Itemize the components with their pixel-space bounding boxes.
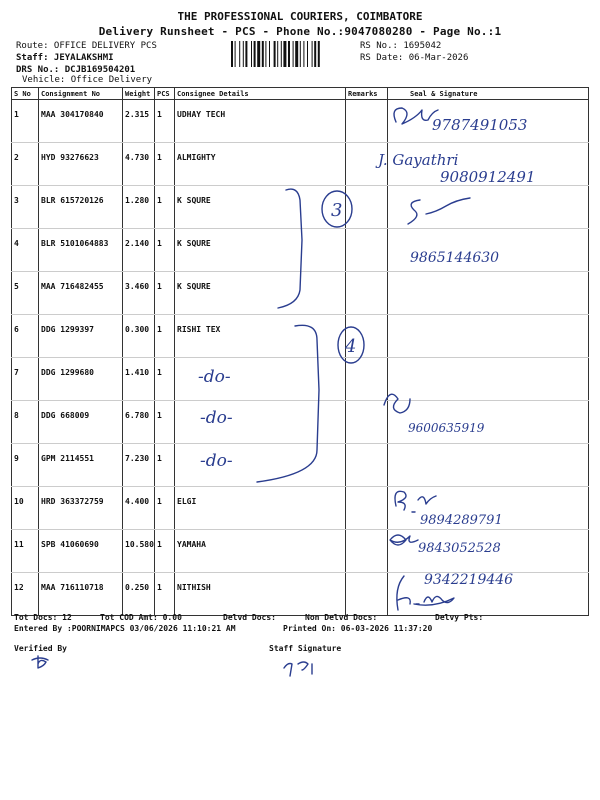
signature-scribble-11: [390, 535, 418, 545]
cell-pcs: 1: [155, 358, 175, 401]
cell-sno: 4: [12, 229, 39, 272]
drs-number: DRS No.: DCJB169504201: [16, 65, 136, 75]
cell-weight: 1.410: [123, 358, 155, 401]
total-docs: Tot Docs: 12: [14, 613, 72, 622]
cell-pcs: 1: [155, 444, 175, 487]
signature-scribble-8: [384, 394, 410, 413]
cell-consignee: K SQURE: [175, 229, 346, 272]
cell-sno: 9: [12, 444, 39, 487]
cell-weight: 3.460: [123, 272, 155, 315]
cell-consignment: DDG 1299680: [39, 358, 123, 401]
bracket-rows-3-5: [278, 189, 302, 308]
cell-pcs: 1: [155, 487, 175, 530]
cell-pcs: 1: [155, 401, 175, 444]
handwritten-count-4: 4: [345, 336, 357, 357]
vehicle-label: Vehicle: Office Delivery: [22, 75, 153, 85]
handwritten-name-2: J. Gayathri: [378, 151, 459, 169]
cell-weight: 4.400: [123, 487, 155, 530]
bracket-rows-6-9: [257, 325, 319, 482]
cell-consignment: BLR 615720126: [39, 186, 123, 229]
delivery-points: Delvy Pts:: [435, 613, 484, 622]
cell-pcs: 1: [155, 573, 175, 616]
signature-scribble-10: [395, 491, 436, 512]
staff-signature-label: Staff Signature: [269, 644, 342, 653]
total-cod-amount: Tot COD Amt: 0.00: [100, 613, 182, 622]
handwritten-phone-10: 9894289791: [420, 513, 503, 528]
runsheet-subtitle: Delivery Runsheet - PCS - Phone No.:9047080280 - Page No.:1: [98, 25, 502, 38]
cell-consignment: HRD 363372759: [39, 487, 123, 530]
delivered-docs: Delvd Docs:: [223, 613, 276, 622]
cell-consignment: BLR 5101064883: [39, 229, 123, 272]
verified-signature: [32, 656, 48, 668]
non-delivered-docs: Non Delvd Docs:: [305, 613, 378, 622]
cell-pcs: 1: [155, 530, 175, 573]
cell-weight: 0.250: [123, 573, 155, 616]
cell-weight: 2.140: [123, 229, 155, 272]
cell-weight: 6.780: [123, 401, 155, 444]
cell-consignment: DDG 668009: [39, 401, 123, 444]
cell-sno: 7: [12, 358, 39, 401]
cell-sno: 5: [12, 272, 39, 315]
handwritten-phone-2: 9080912491: [440, 168, 536, 186]
cell-consignee: NITHISH: [175, 573, 346, 616]
cell-consignee: ALMIGHTY: [175, 143, 346, 186]
cell-sno: 11: [12, 530, 39, 573]
rs-number: RS No.: 1695042: [360, 41, 442, 51]
handwritten-phone-8: 9600635919: [408, 421, 485, 435]
handwritten-phone-12: 9342219446: [424, 572, 514, 588]
col-header-signature: Seal & Signature: [388, 88, 589, 100]
rs-date: RS Date: 06-Mar-2026: [360, 53, 469, 63]
cell-consignment: MAA 716110718: [39, 573, 123, 616]
handwritten-phone-11: 9843052528: [418, 541, 501, 556]
route-label: Route: OFFICE DELIVERY PCS: [16, 41, 157, 51]
col-header-pcs: PCS: [155, 88, 175, 100]
cell-pcs: 1: [155, 229, 175, 272]
cell-consignee: K SQURE: [175, 186, 346, 229]
cell-weight: 0.300: [123, 315, 155, 358]
cell-weight: 7.230: [123, 444, 155, 487]
entered-by: Entered By :POORNIMAPCS 03/06/2026 11:10:21 AM: [14, 624, 236, 633]
cell-weight: 1.280: [123, 186, 155, 229]
handwritten-count-3: 3: [331, 200, 343, 221]
handwritten-phone-1: 9787491053: [432, 116, 528, 134]
cell-pcs: 1: [155, 143, 175, 186]
handwritten-ditto-8: -do-: [200, 408, 233, 428]
printed-on: Printed On: 06-03-2026 11:37:20: [283, 624, 433, 633]
handwritten-ditto-9: -do-: [200, 451, 233, 471]
cell-weight: 4.730: [123, 143, 155, 186]
cell-consignment: GPM 2114551: [39, 444, 123, 487]
col-header-consignee: Consignee Details: [175, 88, 346, 100]
cell-consignment: MAA 716482455: [39, 272, 123, 315]
cell-sno: 8: [12, 401, 39, 444]
col-header-remarks: Remarks: [346, 88, 388, 100]
handwritten-ditto-7: -do-: [198, 367, 231, 387]
cell-consignee: ELGI: [175, 487, 346, 530]
cell-consignment: MAA 304170840: [39, 100, 123, 143]
cell-sno: 3: [12, 186, 39, 229]
cell-pcs: 1: [155, 186, 175, 229]
cell-sno: 1: [12, 100, 39, 143]
cell-pcs: 1: [155, 272, 175, 315]
cell-weight: 2.315: [123, 100, 155, 143]
cell-pcs: 1: [155, 315, 175, 358]
cell-consignee: RISHI TEX: [175, 315, 346, 358]
staff-signature-scribble: [284, 662, 312, 676]
cell-sno: 12: [12, 573, 39, 616]
cell-pcs: 1: [155, 100, 175, 143]
staff-label: Staff: JEYALAKSHMI: [16, 53, 114, 63]
cell-sno: 2: [12, 143, 39, 186]
col-header-sno: S No: [12, 88, 39, 100]
cell-consignment: HYD 93276623: [39, 143, 123, 186]
company-title: THE PROFESSIONAL COURIERS, COIMBATORE: [177, 10, 423, 23]
handwritten-phone-4: 9865144630: [410, 250, 500, 266]
cell-sno: 10: [12, 487, 39, 530]
cell-consignee: UDHAY TECH: [175, 100, 346, 143]
verified-by-label: Verified By: [14, 644, 67, 653]
cell-consignee: YAMAHA: [175, 530, 346, 573]
cell-consignment: SPB 41060690: [39, 530, 123, 573]
cell-consignment: DDG 1299397: [39, 315, 123, 358]
col-header-consignment: Consignment No: [39, 88, 123, 100]
signature-scribble-3: [408, 198, 470, 224]
cell-weight: 10.580: [123, 530, 155, 573]
cell-sno: 6: [12, 315, 39, 358]
col-header-weight: Weight: [123, 88, 155, 100]
cell-consignee: K SQURE: [175, 272, 346, 315]
